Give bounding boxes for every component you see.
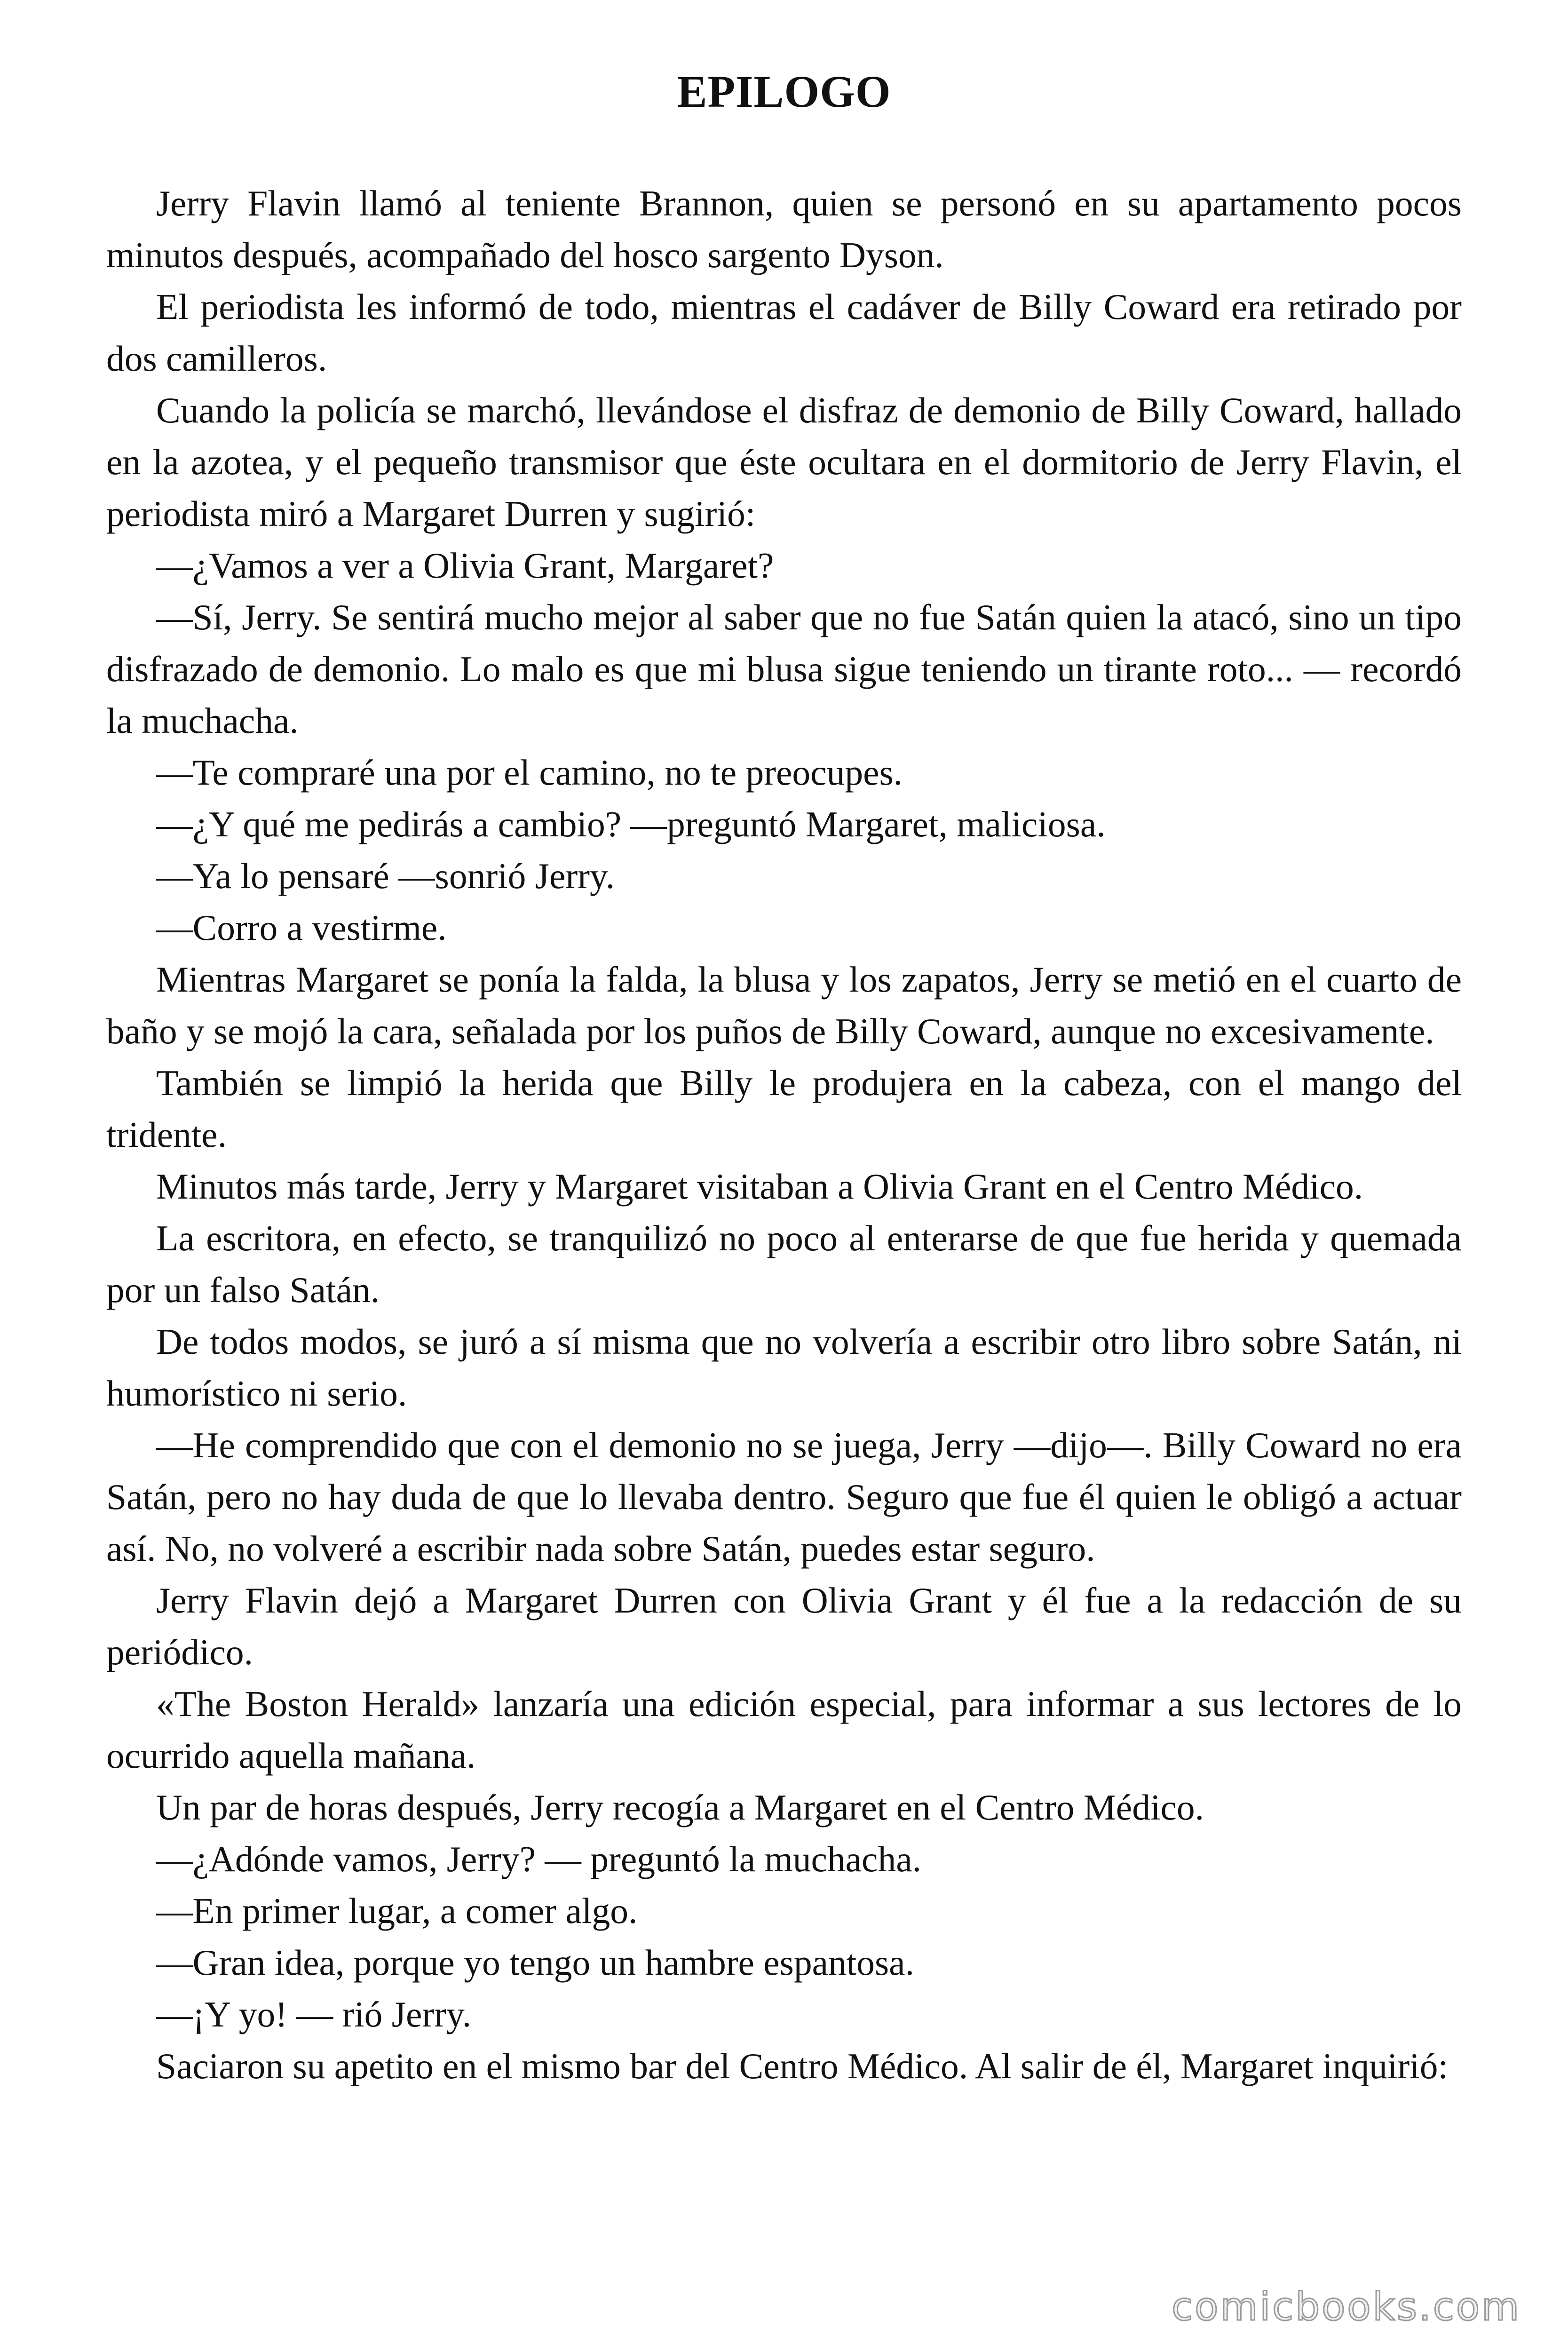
paragraph: Un par de horas después, Jerry recogía a Margaret en el Centro Médico. bbox=[156, 1787, 1204, 1828]
dialogue-line: —¿Vamos a ver a Olivia Grant, Margaret? bbox=[156, 545, 774, 586]
chapter-body bbox=[106, 177, 1462, 2092]
paragraph: «The Boston Herald» lanzaría una edición especial, para informar a sus lectores de lo ocurrido aquella mañana. bbox=[106, 1684, 1462, 1776]
paragraph: Jerry Flavin llamó al teniente Brannon, quien se personó en su apartamento pocos minutos después, acompañado del hosco sargento Dyson. bbox=[106, 183, 1462, 275]
dialogue-line: —¿Adónde vamos, Jerry? — preguntó la muchacha. bbox=[156, 1839, 921, 1879]
paragraph: También se limpió la herida que Billy le produjera en la cabeza, con el mango del tridente. bbox=[106, 1063, 1462, 1155]
paragraph: De todos modos, se juró a sí misma que no volvería a escribir otro libro sobre Satán, ni humorístico ni serio. bbox=[106, 1321, 1462, 1414]
dialogue-line: —Gran idea, porque yo tengo un hambre espantosa. bbox=[156, 1942, 914, 1983]
chapter-title: EPILOGO bbox=[677, 66, 891, 117]
paragraph: Jerry Flavin dejó a Margaret Durren con Olivia Grant y él fue a la redacción de su periódico. bbox=[106, 1580, 1462, 1672]
dialogue-line: —Corro a vestirme. bbox=[156, 907, 447, 948]
watermark-logo: comicbooks.com bbox=[1172, 2285, 1521, 2329]
paragraph: Minutos más tarde, Jerry y Margaret visitaban a Olivia Grant en el Centro Médico. bbox=[156, 1166, 1363, 1207]
dialogue-line: —En primer lugar, a comer algo. bbox=[156, 1891, 638, 1931]
dialogue-line: —Te compraré una por el camino, no te preocupes. bbox=[156, 752, 903, 793]
paragraph: Cuando la policía se marchó, llevándose el disfraz de demonio de Billy Coward, hallado en la azotea, y el pequeño transmisor que éste ocultara en el dormitorio de Jerry Flavin, el periodista miró a Margaret Durren y sugirió: bbox=[106, 390, 1462, 534]
paragraph: La escritora, en efecto, se tranquilizó no poco al enterarse de que fue herida y quemada por un falso Satán. bbox=[106, 1218, 1462, 1310]
dialogue-line: —Ya lo pensaré —sonrió Jerry. bbox=[156, 856, 615, 896]
dialogue-line: —He comprendido que con el demonio no se juega, Jerry —dijo—. Billy Coward no era Satán, pero no hay duda de que lo llevaba dentro. Seguro que fue él quien le obligó a actuar así. No, no volveré a escribir nada sobre Satán, puedes estar seguro. bbox=[106, 1425, 1462, 1569]
dialogue-line: —¡Y yo! — rió Jerry. bbox=[156, 1994, 472, 2034]
dialogue-line: —¿Y qué me pedirás a cambio? —preguntó Margaret, maliciosa. bbox=[156, 804, 1106, 844]
paragraph: Mientras Margaret se ponía la falda, la blusa y los zapatos, Jerry se metió en el cuarto de baño y se mojó la cara, señalada por los puños de Billy Coward, aunque no excesivamente. bbox=[106, 959, 1462, 1051]
dialogue-line: —Sí, Jerry. Se sentirá mucho mejor al saber que no fue Satán quien la atacó, sino un tipo disfrazado de demonio. Lo malo es que mi blusa sigue teniendo un tirante roto... — recordó la muchacha. bbox=[106, 597, 1462, 741]
paragraph: Saciaron su apetito en el mismo bar del Centro Médico. Al salir de él, Margaret inquirió: bbox=[156, 2046, 1448, 2086]
paragraph: El periodista les informó de todo, mientras el cadáver de Billy Coward era retirado por dos camilleros. bbox=[106, 286, 1462, 379]
